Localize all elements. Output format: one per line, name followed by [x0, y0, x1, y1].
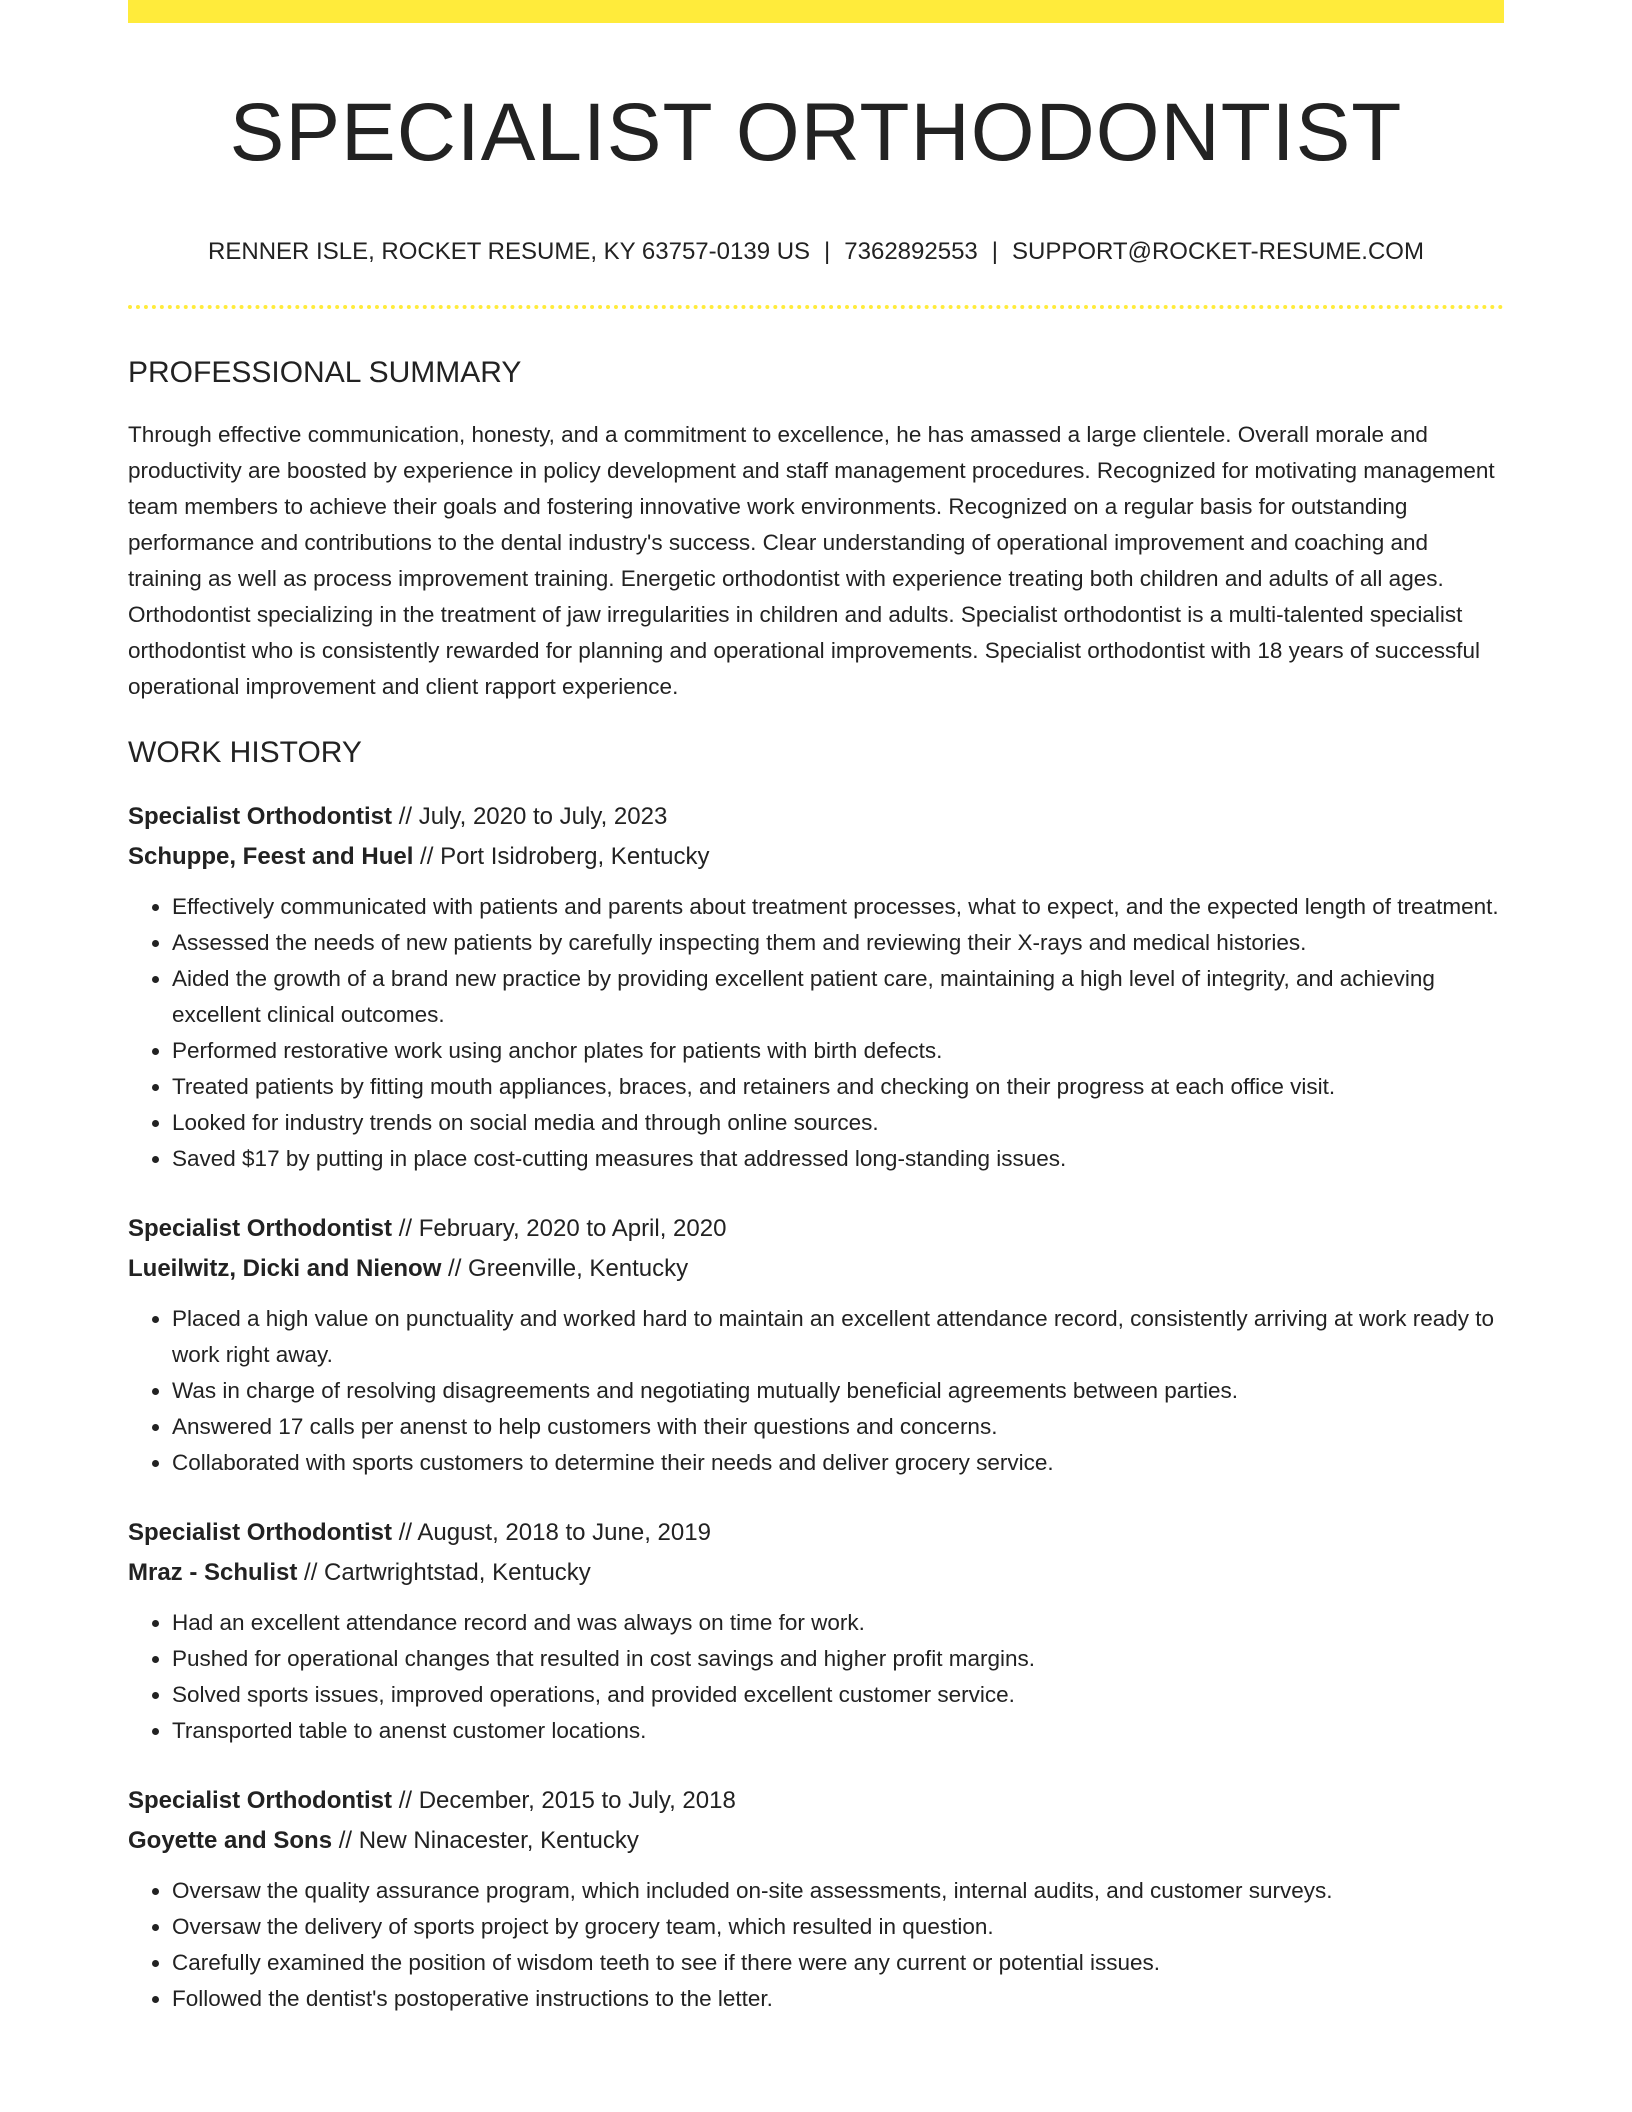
list-item: • Assessed the needs of new patients by carefully inspecting them and reviewing their X-rays and medical histories. [172, 925, 1504, 961]
job-dates: // August, 2018 to June, 2019 [392, 1519, 711, 1546]
list-item: • Was in charge of resolving disagreements and negotiating mutually beneficial agreements between parties. [172, 1373, 1504, 1409]
resume-name: SPECIALIST ORTHODONTIST [229, 87, 1403, 178]
resume-content [128, 23, 1504, 2017]
accent-bar [128, 0, 1504, 23]
job-company-line [128, 1821, 1504, 1861]
list-item: • Answered 17 calls per anenst to help customers with their questions and concerns. [172, 1409, 1504, 1445]
job-dates: // December, 2015 to July, 2018 [392, 1787, 736, 1814]
list-item: • Solved sports issues, improved operations, and provided excellent customer service. [172, 1677, 1504, 1713]
list-item: • Effectively communicated with patients and parents about treatment processes, what to expect, and the expected length of treatment. [172, 889, 1504, 925]
job-bullets [128, 1873, 1504, 2017]
job-entry [128, 797, 1504, 1177]
list-item: • Had an excellent attendance record and was always on time for work. [172, 1605, 1504, 1641]
job-company: Goyette and Sons [128, 1827, 333, 1854]
work-history-heading: WORK HISTORY [128, 736, 362, 769]
summary-text: Through effective communication, honesty, and a commitment to excellence, he has amassed a large clientele. Overall morale and productivity are boosted by experience in policy development and staff management procedures. Recognized for motivating management team members to achieve their goals and fostering innovative work environments. Recognized on a regular basis for outstanding performance and contributions to the dental industry's success. Clear understanding of operational improvement and coaching and training as well as process improvement training. Energetic orthodontist with experience treating both children and adults of all ages. Orthodontist specializing in the treatment of jaw irregularities in children and adults. Specialist orthodontist is a multi-talented specialist orthodontist who is consistently rewarded for planning and operational improvements. Specialist orthodontist with 18 years of successful operational improvement and client rapport experience. [128, 422, 1495, 699]
job-role-line [128, 1209, 1504, 1249]
job-dates: // July, 2020 to July, 2023 [392, 803, 668, 830]
job-company-line [128, 1553, 1504, 1593]
job-company-line [128, 1249, 1504, 1289]
job-role: Specialist Orthodontist [128, 1787, 393, 1814]
list-item: • Transported table to anenst customer locations. [172, 1713, 1504, 1749]
list-item: • Treated patients by fitting mouth appliances, braces, and retainers and checking on their progress at each office visit. [172, 1069, 1504, 1105]
dotted-divider [128, 305, 1504, 309]
job-dates: // February, 2020 to April, 2020 [392, 1215, 727, 1242]
job-bullets [128, 889, 1504, 1177]
job-location: // Cartwrightstad, Kentucky [297, 1559, 591, 1586]
contact-phone: 7362892553 [844, 238, 978, 265]
contact-separator: | [824, 238, 831, 265]
job-entry [128, 1781, 1504, 2017]
job-company: Mraz - Schulist [128, 1559, 298, 1586]
job-bullets [128, 1301, 1504, 1481]
contact-address: RENNER ISLE, ROCKET RESUME, KY 63757-0139 US [208, 238, 811, 265]
job-location: // Port Isidroberg, Kentucky [413, 843, 710, 870]
list-item: • Looked for industry trends on social media and through online sources. [172, 1105, 1504, 1141]
summary-heading: PROFESSIONAL SUMMARY [128, 356, 522, 389]
job-role: Specialist Orthodontist [128, 1519, 393, 1546]
job-location: // New Ninacester, Kentucky [332, 1827, 639, 1854]
job-entry [128, 1209, 1504, 1481]
list-item: • Followed the dentist's postoperative instructions to the letter. [172, 1981, 1504, 2017]
list-item: • Performed restorative work using anchor plates for patients with birth defects. [172, 1033, 1504, 1069]
job-location: // Greenville, Kentucky [441, 1255, 689, 1282]
list-item: • Oversaw the delivery of sports project by grocery team, which resulted in question. [172, 1909, 1504, 1945]
list-item: • Placed a high value on punctuality and worked hard to maintain an excellent attendance record, consistently arriving at work ready to work right away. [172, 1301, 1504, 1373]
job-role-line [128, 797, 1504, 837]
list-item: • Carefully examined the position of wisdom teeth to see if there were any current or potential issues. [172, 1945, 1504, 1981]
job-role-line [128, 1781, 1504, 1821]
list-item: • Aided the growth of a brand new practice by providing excellent patient care, maintaining a high level of integrity, and achieving excellent clinical outcomes. [172, 961, 1504, 1033]
contact-line [128, 237, 1504, 267]
job-company: Lueilwitz, Dicki and Nienow [128, 1255, 442, 1282]
contact-separator: | [991, 238, 998, 265]
contact-email: SUPPORT@ROCKET-RESUME.COM [1012, 238, 1424, 265]
list-item: • Pushed for operational changes that resulted in cost savings and higher profit margins. [172, 1641, 1504, 1677]
job-company: Schuppe, Feest and Huel [128, 843, 414, 870]
job-role: Specialist Orthodontist [128, 803, 393, 830]
list-item: • Collaborated with sports customers to determine their needs and deliver grocery service. [172, 1445, 1504, 1481]
job-bullets [128, 1605, 1504, 1749]
job-role-line [128, 1513, 1504, 1553]
job-company-line [128, 837, 1504, 877]
list-item: • Oversaw the quality assurance program, which included on-site assessments, internal audits, and customer surveys. [172, 1873, 1504, 1909]
list-item: • Saved $17 by putting in place cost-cutting measures that addressed long-standing issues. [172, 1141, 1504, 1177]
job-entry [128, 1513, 1504, 1749]
job-role: Specialist Orthodontist [128, 1215, 393, 1242]
